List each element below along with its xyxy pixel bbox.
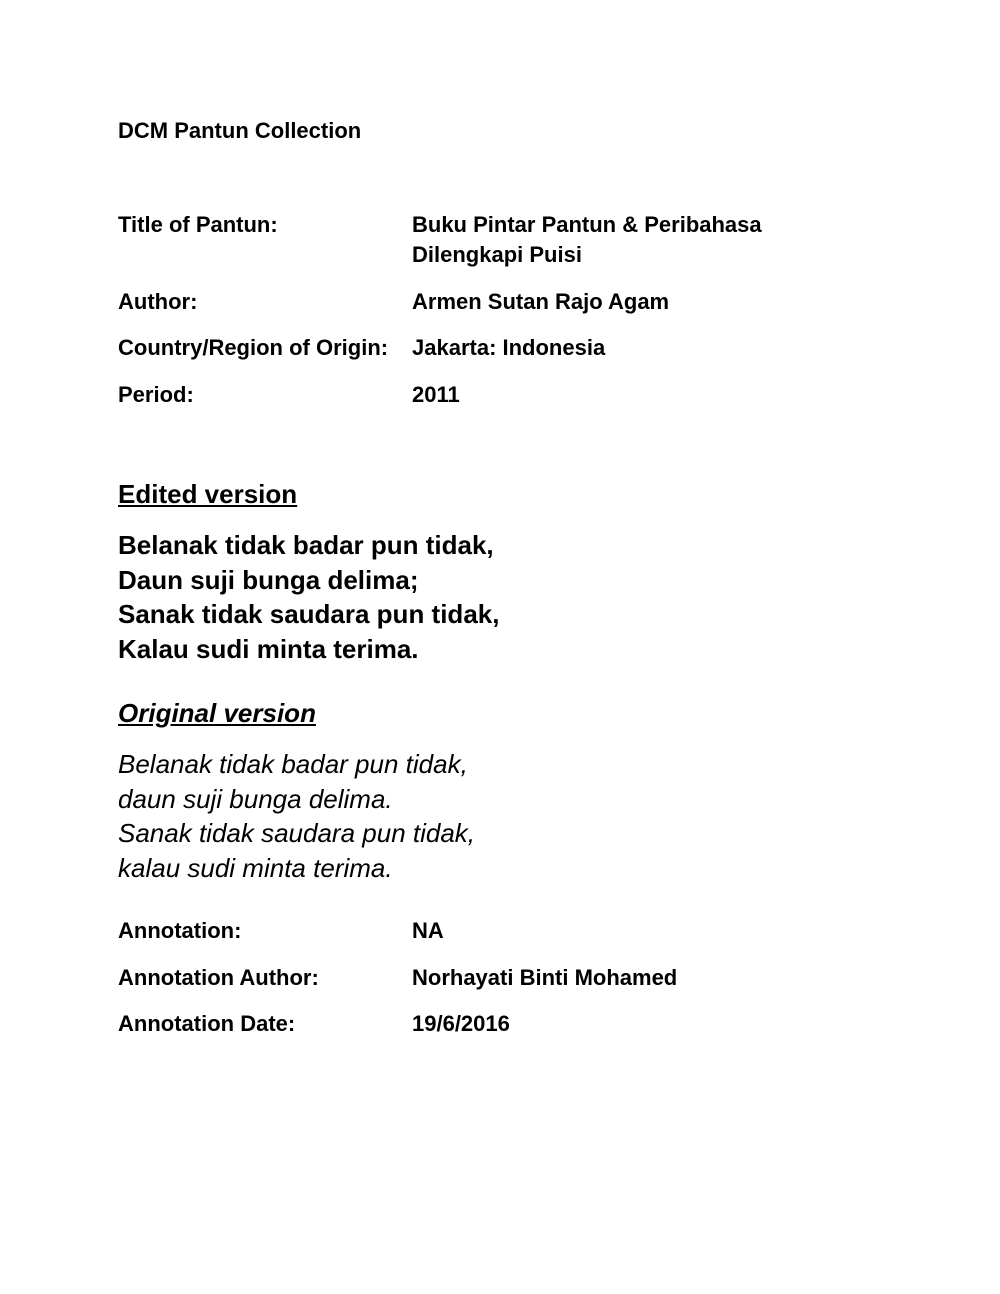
- annotation-date-value: [412, 1009, 812, 1039]
- annotation-date-value-line: 19/6/2016: [412, 1011, 510, 1036]
- verse-line: Belanak tidak badar pun tidak,: [118, 530, 494, 560]
- original-verse: [118, 747, 475, 885]
- annotation-date-label: Annotation Date:: [118, 1011, 296, 1036]
- verse-line: daun suji bunga delima.: [118, 783, 393, 814]
- annotation-author-value: [412, 963, 812, 993]
- collection-title: DCM Pantun Collection: [118, 118, 362, 143]
- annotation-author-label: Annotation Author:: [118, 965, 319, 990]
- period-label: Period:: [118, 382, 194, 407]
- original-version-heading: Original version: [118, 698, 316, 728]
- verse-line: Kalau sudi minta terima.: [118, 633, 419, 664]
- edited-verse: [118, 528, 499, 666]
- title-value-line: Buku Pintar Pantun & Peribahasa: [412, 212, 762, 237]
- verse-line: kalau sudi minta terima.: [118, 852, 393, 883]
- title-label: Title of Pantun:: [118, 212, 278, 237]
- annotation-value: [412, 916, 812, 946]
- verse-line: Sanak tidak saudara pun tidak,: [118, 599, 500, 629]
- annotation-author-value-line: Norhayati Binti Mohamed: [412, 965, 678, 990]
- period-value: [412, 380, 812, 410]
- author-value: [412, 287, 812, 317]
- verse-line: Daun suji bunga delima;: [118, 564, 419, 595]
- annotation-value-line: NA: [412, 918, 444, 943]
- origin-label: Country/Region of Origin:: [118, 335, 389, 360]
- period-value-line: 2011: [412, 382, 460, 407]
- origin-value-line: Jakarta: Indonesia: [412, 335, 606, 360]
- edited-version-heading: Edited version: [118, 479, 298, 509]
- verse-line: Belanak tidak badar pun tidak,: [118, 749, 468, 779]
- title-value: [412, 210, 812, 270]
- title-value-line: Dilengkapi Puisi: [412, 242, 582, 267]
- document-page: [118, 0, 938, 1294]
- author-value-line: Armen Sutan Rajo Agam: [412, 289, 670, 314]
- author-label: Author:: [118, 289, 198, 314]
- origin-value: [412, 333, 812, 363]
- verse-line: Sanak tidak saudara pun tidak,: [118, 818, 476, 848]
- annotation-label: Annotation:: [118, 918, 242, 943]
